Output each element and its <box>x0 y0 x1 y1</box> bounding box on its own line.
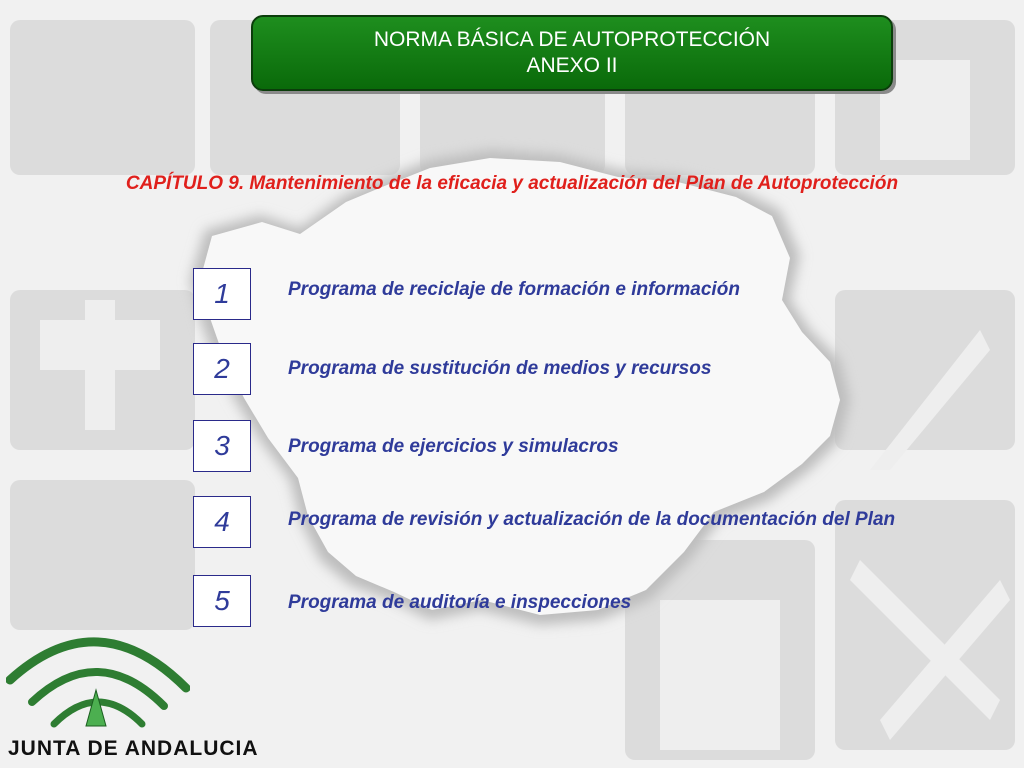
chapter-title: CAPÍTULO 9. Mantenimiento de la eficacia y actualización del Plan de Autoprotección <box>125 173 899 194</box>
item-label: Programa de auditoría e inspecciones <box>288 592 632 613</box>
item-number-box: 5 <box>193 575 251 627</box>
item-label: Programa de revisión y actualización de la documentación del Plan <box>288 509 896 530</box>
item-label: Programa de ejercicios y simulacros <box>288 436 619 457</box>
item-label: Programa de reciclaje de formación e información <box>288 279 740 300</box>
logo-triangle <box>86 690 106 726</box>
logo-text: JUNTA DE ANDALUCIA <box>8 737 259 760</box>
bg-sign-tile <box>10 20 195 175</box>
item-number-box: 3 <box>193 420 251 472</box>
logo-arc-outer <box>10 642 186 688</box>
junta-andalucia-logo <box>6 628 190 728</box>
header-title-line1: NORMA BÁSICA DE AUTOPROTECCIÓN <box>373 28 771 51</box>
header-title-line2: ANEXO II <box>526 54 618 77</box>
item-number-box: 2 <box>193 343 251 395</box>
header-banner <box>251 15 893 91</box>
bg-sign-tile <box>10 480 195 630</box>
item-number-box: 4 <box>193 496 251 548</box>
item-number-box: 1 <box>193 268 251 320</box>
item-label: Programa de sustitución de medios y recursos <box>288 358 712 379</box>
